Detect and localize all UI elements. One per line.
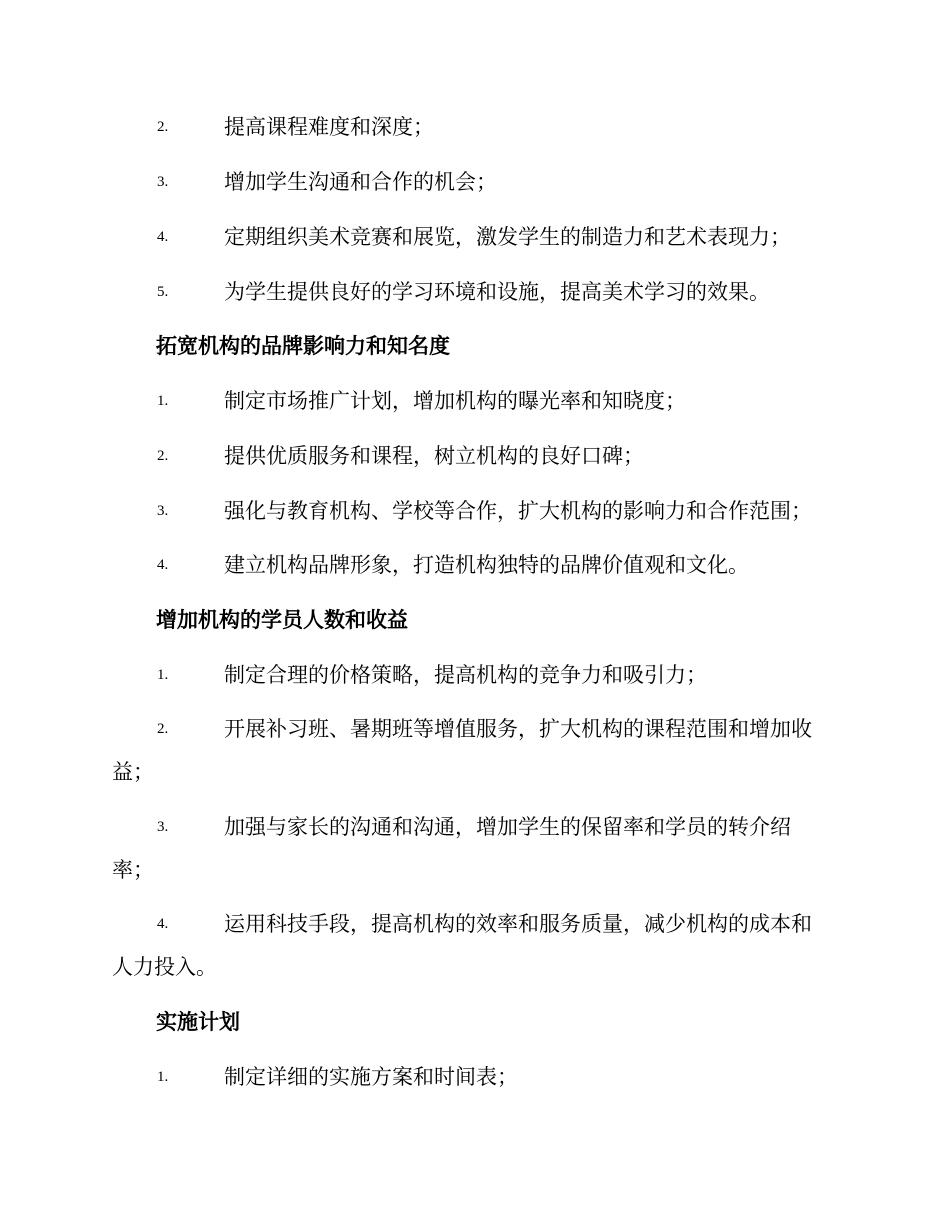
list-item: [0, 440, 950, 472]
list-number: 2.: [157, 721, 169, 737]
list-text: 制定详细的实施方案和时间表；: [224, 1065, 518, 1089]
list-number: 2.: [157, 448, 169, 464]
list-text: 增加学生沟通和合作的机会；: [224, 170, 497, 194]
section-heading: 增加机构的学员人数和收益: [156, 607, 408, 632]
section-heading: 实施计划: [156, 1009, 240, 1034]
list-text: 定期组织美术竞赛和展览，激发学生的制造力和艺术表现力；: [224, 225, 791, 249]
list-text: 加强与家长的沟通和沟通，增加学生的保留率和学员的转介绍: [224, 815, 791, 839]
list-item: [0, 166, 950, 198]
list-item: [0, 549, 950, 581]
list-text: 建立机构品牌形象，打造机构独特的品牌价值观和文化。: [224, 553, 749, 577]
list-text: 强化与教育机构、学校等合作，扩大机构的影响力和合作范围；: [224, 499, 812, 523]
list-item: [0, 659, 950, 691]
list-item: [0, 1061, 950, 1093]
list-item: [0, 495, 950, 527]
list-item: [0, 713, 950, 745]
list-number: 3.: [157, 174, 169, 190]
list-number: 3.: [157, 503, 169, 519]
list-text: 运用科技手段，提高机构的效率和服务质量，减少机构的成本和: [224, 912, 812, 936]
list-number: 1.: [157, 1069, 169, 1085]
list-text: 为学生提供良好的学习环境和设施，提高美术学习的效果。: [224, 280, 770, 304]
list-item: [0, 221, 950, 253]
section-heading: 拓宽机构的品牌影响力和知名度: [156, 333, 450, 358]
list-number: 5.: [157, 284, 169, 300]
list-text: 提供优质服务和课程，树立机构的良好口碑；: [224, 444, 644, 468]
list-text: 制定合理的价格策略，提高机构的竞争力和吸引力；: [224, 663, 707, 687]
list-number: 4.: [157, 916, 169, 932]
list-text: 提高课程难度和深度；: [224, 115, 434, 139]
list-item: [0, 811, 950, 843]
list-text-continuation: 人力投入。: [112, 955, 217, 979]
list-item: [0, 276, 950, 308]
list-number: 3.: [157, 819, 169, 835]
list-text-continuation: 率；: [112, 858, 154, 882]
list-text: 制定市场推广计划，增加机构的曝光率和知晓度；: [224, 389, 686, 413]
list-number: 2.: [157, 119, 169, 135]
list-text: 开展补习班、暑期班等增值服务，扩大机构的课程范围和增加收: [224, 717, 812, 741]
list-item: [0, 111, 950, 143]
list-number: 4.: [157, 557, 169, 573]
list-number: 1.: [157, 393, 169, 409]
list-number: 4.: [157, 229, 169, 245]
list-number: 1.: [157, 667, 169, 683]
list-text-continuation: 益；: [112, 760, 154, 784]
list-item: [0, 385, 950, 417]
list-item: [0, 908, 950, 940]
